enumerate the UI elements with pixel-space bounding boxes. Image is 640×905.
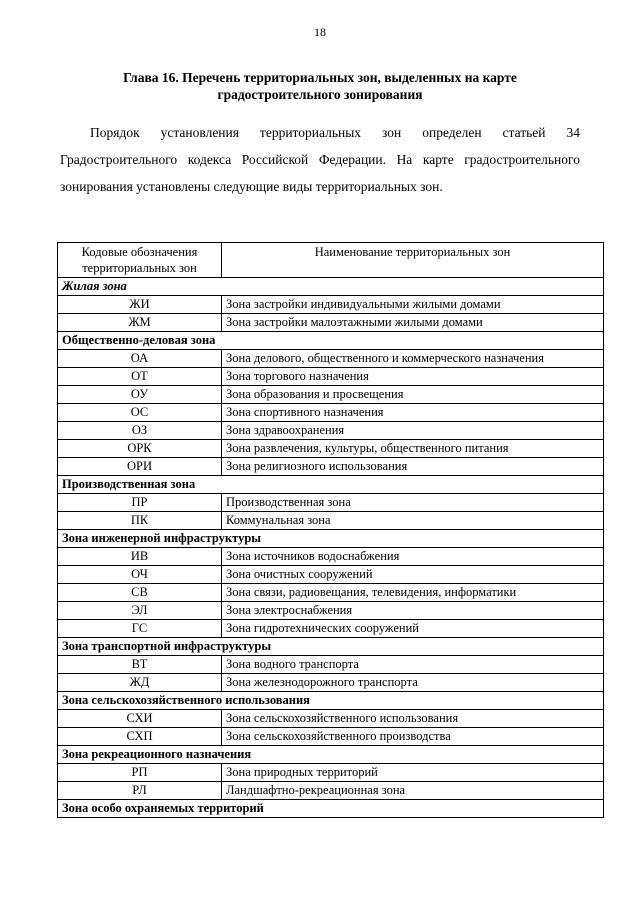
zone-name-cell: Зона сельскохозяйственного использования [222,710,604,728]
zone-name-cell: Ландшафтно-рекреационная зона [222,782,604,800]
zone-code-cell: ПК [58,512,222,530]
table-row [58,674,604,692]
group-header-row [58,476,604,494]
zone-name-cell: Коммунальная зона [222,512,604,530]
zone-code-cell: СХП [58,728,222,746]
zone-name-cell: Зона торгового назначения [222,368,604,386]
group-title: Зона инженерной инфраструктуры [58,530,604,548]
group-header-row [58,746,604,764]
table-row [58,602,604,620]
zone-code-cell: ОЗ [58,422,222,440]
group-title: Производственная зона [58,476,604,494]
table-row [58,350,604,368]
zone-code-cell: ЖМ [58,314,222,332]
zone-code-cell: РЛ [58,782,222,800]
table-row [58,386,604,404]
table-row [58,404,604,422]
chapter-title: Глава 16. Перечень территориальных зон, выделенных на карте градостроительного зонирования [123,70,517,102]
table-row [58,620,604,638]
group-header-row [58,332,604,350]
group-header-row [58,530,604,548]
header-code-cell: Кодовые обозначения территориальных зон [58,243,222,278]
group-title: Зона особо охраняемых территорий [58,800,604,818]
zone-name-cell: Зона сельскохозяйственного производства [222,728,604,746]
zone-name-cell: Зона спортивного назначения [222,404,604,422]
zone-code-cell: ОТ [58,368,222,386]
zones-table-body [58,243,604,818]
zone-code-cell: РП [58,764,222,782]
table-row [58,584,604,602]
zone-code-cell: ГС [58,620,222,638]
group-header-row [58,800,604,818]
zone-name-cell: Зона водного транспорта [222,656,604,674]
table-row [58,458,604,476]
zone-code-cell: ОРК [58,440,222,458]
zone-code-cell: ИВ [58,548,222,566]
table-row [58,512,604,530]
zone-name-cell: Зона электроснабжения [222,602,604,620]
zone-code-cell: ПР [58,494,222,512]
table-row [58,314,604,332]
zone-name-cell: Зона здравоохранения [222,422,604,440]
zone-name-cell: Производственная зона [222,494,604,512]
table-row [58,728,604,746]
table-row [58,764,604,782]
zone-name-cell: Зона природных территорий [222,764,604,782]
table-row [58,548,604,566]
group-header-row [58,278,604,296]
zone-code-cell: ВТ [58,656,222,674]
intro-paragraph: Порядок установления территориальных зон определен статьей 34 Градостроительного кодекса Российской Федерации. На карте градостроительного зонирования установлены следующие виды территориальных зон. [60,125,580,194]
group-title: Зона сельскохозяйственного использования [58,692,604,710]
zones-table [57,242,604,818]
table-row [58,440,604,458]
table-row [58,782,604,800]
zone-name-cell: Зона образования и просвещения [222,386,604,404]
zone-code-cell: ОУ [58,386,222,404]
zones-table-container [57,242,604,818]
zone-code-cell: ЖД [58,674,222,692]
table-row [58,368,604,386]
page-number: 18 [314,25,326,39]
group-title: Зона рекреационного назначения [58,746,604,764]
group-header-row [58,638,604,656]
zone-name-cell: Зона застройки малоэтажными жилыми домами [222,314,604,332]
zone-name-cell: Зона застройки индивидуальными жилыми домами [222,296,604,314]
zone-code-cell: ЖИ [58,296,222,314]
group-title: Жилая зона [58,278,604,296]
zone-code-cell: СХИ [58,710,222,728]
zone-code-cell: ЭЛ [58,602,222,620]
table-header-row [58,243,604,278]
zone-name-cell: Зона железнодорожного транспорта [222,674,604,692]
table-row [58,296,604,314]
group-title: Зона транспортной инфраструктуры [58,638,604,656]
zone-name-cell: Зона источников водоснабжения [222,548,604,566]
table-row [58,710,604,728]
table-row [58,566,604,584]
zone-code-cell: СВ [58,584,222,602]
zone-code-cell: ОЧ [58,566,222,584]
table-row [58,494,604,512]
group-title: Общественно-деловая зона [58,332,604,350]
table-row [58,422,604,440]
zone-code-cell: ОА [58,350,222,368]
zone-name-cell: Зона делового, общественного и коммерческого назначения [222,350,604,368]
zone-code-cell: ОС [58,404,222,422]
zone-name-cell: Зона очистных сооружений [222,566,604,584]
group-header-row [58,692,604,710]
table-row [58,656,604,674]
zone-name-cell: Зона связи, радиовещания, телевидения, информатики [222,584,604,602]
zone-code-cell: ОРИ [58,458,222,476]
zone-name-cell: Зона развлечения, культуры, общественного питания [222,440,604,458]
header-name-cell: Наименование территориальных зон [222,243,604,278]
zone-name-cell: Зона религиозного использования [222,458,604,476]
zone-name-cell: Зона гидротехнических сооружений [222,620,604,638]
